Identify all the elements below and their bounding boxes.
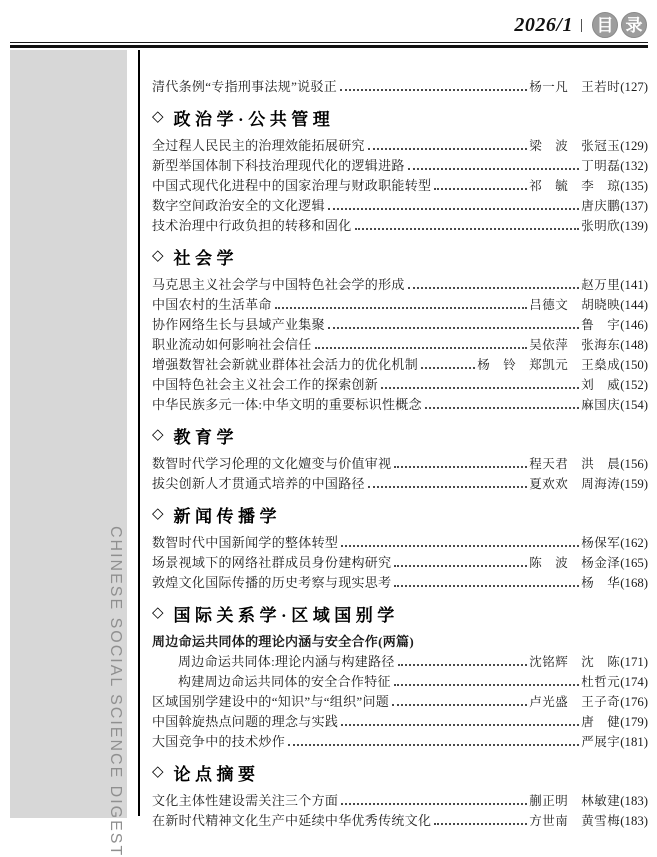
toc-entry[interactable]	[152, 671, 648, 691]
dotted-leader	[394, 565, 527, 567]
diamond-icon: ◇	[152, 605, 164, 621]
section-title: 论点摘要	[173, 765, 260, 784]
toc-section	[152, 423, 648, 493]
entry-page-number: (171)	[620, 655, 648, 669]
entry-title: 数字空间政治安全的文化逻辑	[152, 198, 325, 213]
entry-title: 中华民族多元一体:中华文明的重要标识性概念	[152, 397, 422, 412]
header-rule-thin	[10, 42, 648, 43]
entry-authors: 唐庆鹏	[581, 199, 621, 213]
entry-page-number: (159)	[620, 477, 648, 491]
entry-authors: 夏欢欢 周海涛	[529, 477, 621, 491]
toc-entry[interactable]	[152, 374, 648, 394]
entry-page-number: (179)	[620, 715, 648, 729]
section-title: 国际关系学·区域国别学	[173, 606, 399, 625]
entry-authors: 刘 威	[581, 378, 621, 392]
diamond-icon: ◇	[152, 109, 164, 125]
section-entries	[152, 453, 648, 493]
entry-authors: 吴依萍 张海东	[529, 338, 621, 352]
entry-authors: 赵万里	[581, 278, 621, 292]
toc-group-heading[interactable]	[152, 631, 648, 651]
dotted-leader	[328, 208, 579, 210]
entry-title: 区域国别学建设中的“知识”与“组织”问题	[152, 694, 390, 709]
entry-title: 技术治理中行政负担的转移和固化	[152, 218, 352, 233]
dotted-leader	[315, 347, 528, 349]
toc-entry[interactable]	[152, 810, 648, 830]
entry-page-number: (152)	[620, 378, 648, 392]
entry-authors: 杨一凡 王若时	[529, 80, 621, 94]
section-title: 教育学	[173, 428, 239, 447]
entry-title: 拔尖创新人才贯通式培养的中国路径	[152, 476, 365, 491]
toc-section	[152, 502, 648, 592]
dotted-leader	[355, 228, 580, 230]
toc-entry[interactable]	[152, 711, 648, 731]
section-entries	[152, 631, 648, 751]
dotted-leader	[408, 287, 580, 289]
toc-section	[152, 105, 648, 235]
dotted-leader	[328, 327, 579, 329]
header-rule-thick	[10, 45, 648, 48]
entry-page-number: (132)	[620, 159, 648, 173]
entry-title: 大国竞争中的技术炒作	[152, 734, 286, 749]
entry-title: 全过程人民民主的治理效能拓展研究	[152, 138, 365, 153]
entry-authors: 祁 毓 李 琼	[529, 179, 621, 193]
diamond-icon: ◇	[152, 427, 164, 443]
toc-entry[interactable]	[152, 731, 648, 751]
section-title: 政治学·公共管理	[173, 110, 335, 129]
dotted-leader	[288, 744, 579, 746]
dotted-leader	[434, 188, 527, 190]
section-heading	[152, 244, 648, 269]
section-heading	[152, 601, 648, 626]
entry-page-number: (150)	[620, 358, 648, 372]
entry-authors: 吕德文 胡晓映	[529, 298, 621, 312]
dotted-leader	[394, 466, 527, 468]
dotted-leader	[425, 407, 579, 409]
section-heading	[152, 502, 648, 527]
journal-spine	[10, 50, 127, 857]
toc-entry[interactable]	[152, 572, 648, 592]
contents-badge-icon-2: 录	[621, 12, 647, 38]
entry-page-number: (154)	[620, 398, 648, 412]
toc-entry[interactable]	[152, 394, 648, 414]
diamond-icon: ◇	[152, 764, 164, 780]
entry-authors: 蒯正明 林敏建	[529, 794, 621, 808]
toc-entry[interactable]	[152, 135, 648, 155]
toc-entry[interactable]	[152, 195, 648, 215]
toc-section	[152, 760, 648, 830]
toc-entry[interactable]	[152, 354, 648, 374]
entry-authors: 沈铭辉 沈 陈	[529, 655, 621, 669]
entry-title: 中国式现代化进程中的国家治理与财政职能转型	[152, 178, 432, 193]
dotted-leader	[392, 704, 527, 706]
entry-authors: 张明欣	[581, 219, 621, 233]
dotted-leader	[434, 823, 527, 825]
entry-title: 清代条例“专指刑事法规”说驳正	[152, 79, 338, 94]
entry-title: 新型举国体制下科技治理现代化的逻辑进路	[152, 158, 405, 173]
entry-title: 增强数智社会新就业群体社会活力的优化机制	[152, 357, 419, 372]
toc-entry[interactable]	[152, 314, 648, 334]
section-title: 社会学	[173, 249, 239, 268]
entry-title: 数智时代学习伦理的文化嬗变与价值审视	[152, 456, 392, 471]
entry-page-number: (183)	[620, 794, 648, 808]
dotted-leader	[341, 545, 579, 547]
entry-title: 周边命运共同体:理论内涵与构建路径	[178, 654, 395, 669]
dotted-leader	[341, 803, 527, 805]
toc-section	[152, 244, 648, 414]
entry-title: 数智时代中国新闻学的整体转型	[152, 535, 339, 550]
entry-page-number: (137)	[620, 199, 648, 213]
entry-title: 敦煌文化国际传播的历史考察与现实思考	[152, 575, 392, 590]
toc-entry[interactable]	[152, 473, 648, 493]
section-heading	[152, 105, 648, 130]
entry-authors: 鲁 宇	[581, 318, 621, 332]
section-heading	[152, 423, 648, 448]
entry-authors: 杨 华	[581, 576, 621, 590]
entry-title: 马克思主义社会学与中国特色社会学的形成	[152, 277, 405, 292]
toc-entry[interactable]	[152, 453, 648, 473]
toc-entry[interactable]	[152, 155, 648, 175]
entry-authors: 唐 健	[581, 715, 621, 729]
toc-entry[interactable]	[152, 691, 648, 711]
section-heading	[152, 760, 648, 785]
entry-title: 职业流动如何影响社会信任	[152, 337, 312, 352]
entry-page-number: (127)	[620, 80, 648, 94]
entry-authors: 杨 铃 郑凯元 王燊成	[477, 358, 621, 372]
issue-label: 2026/1	[514, 13, 573, 36]
entry-page-number: (165)	[620, 556, 648, 570]
dotted-leader	[421, 367, 475, 369]
dotted-leader	[398, 664, 528, 666]
entry-page-number: (141)	[620, 278, 648, 292]
dotted-leader	[394, 684, 579, 686]
entry-page-number: (162)	[620, 536, 648, 550]
entry-title: 构建周边命运共同体的安全合作特征	[178, 674, 391, 689]
entry-authors: 麻国庆	[581, 398, 621, 412]
entry-authors: 杜哲元	[581, 675, 621, 689]
entry-authors: 梁 波 张冠玉	[529, 139, 621, 153]
dotted-leader	[340, 89, 527, 91]
section-entries	[152, 790, 648, 830]
entry-title: 场景视域下的网络社群成员身份建构研究	[152, 555, 392, 570]
entry-authors: 程天君 洪 晨	[529, 457, 621, 471]
entry-title: 中国斡旋热点问题的理念与实践	[152, 714, 339, 729]
entry-page-number: (146)	[620, 318, 648, 332]
entry-page-number: (144)	[620, 298, 648, 312]
entry-title: 协作网络生长与县域产业集聚	[152, 317, 325, 332]
toc-content	[152, 76, 648, 830]
toc-entry[interactable]	[152, 532, 648, 552]
entry-page-number: (129)	[620, 139, 648, 153]
dotted-leader	[408, 168, 580, 170]
entry-title: 中国农村的生活革命	[152, 297, 272, 312]
toc-entry[interactable]	[152, 651, 648, 671]
entry-page-number: (148)	[620, 338, 648, 352]
diamond-icon: ◇	[152, 506, 164, 522]
dotted-leader	[381, 387, 579, 389]
toc-entry[interactable]	[152, 175, 648, 195]
journal-name-english: CHINESE SOCIAL SCIENCE DIGEST	[107, 526, 124, 857]
vertical-divider	[138, 50, 140, 816]
toc-entry[interactable]	[152, 274, 648, 294]
entry-page-number: (174)	[620, 675, 648, 689]
section-entries	[152, 135, 648, 235]
dotted-leader	[275, 307, 528, 309]
toc-entry[interactable]	[152, 790, 648, 810]
entry-title: 在新时代精神文化生产中延续中华优秀传统文化	[152, 813, 432, 828]
masthead	[514, 12, 647, 38]
entry-authors: 卢光盛 王子奇	[529, 695, 621, 709]
issue-separator: |	[579, 16, 583, 33]
entry-page-number: (156)	[620, 457, 648, 471]
entry-page-number: (139)	[620, 219, 648, 233]
section-entries	[152, 274, 648, 414]
section-entries	[152, 532, 648, 592]
dotted-leader	[394, 585, 579, 587]
entry-page-number: (176)	[620, 695, 648, 709]
entry-authors: 方世南 黄雪梅	[529, 814, 621, 828]
toc-entry[interactable]	[152, 294, 648, 314]
entry-authors: 杨保军	[581, 536, 621, 550]
contents-badge-icon-1: 目	[592, 12, 618, 38]
dotted-leader	[341, 724, 579, 726]
dotted-leader	[368, 148, 527, 150]
toc-entry[interactable]	[152, 552, 648, 572]
entry-authors: 陈 波 杨金泽	[529, 556, 621, 570]
entry-page-number: (183)	[620, 814, 648, 828]
section-title: 新闻传播学	[173, 507, 282, 526]
entry-page-number: (135)	[620, 179, 648, 193]
entry-title: 中国特色社会主义社会工作的探索创新	[152, 377, 379, 392]
entry-authors: 丁明磊	[581, 159, 621, 173]
diamond-icon: ◇	[152, 248, 164, 264]
toc-entry[interactable]	[152, 215, 648, 235]
entry-authors: 严展宇	[581, 735, 621, 749]
entry-title: 周边命运共同体的理论内涵与安全合作(两篇)	[152, 634, 414, 649]
entry-title: 文化主体性建设需关注三个方面	[152, 793, 339, 808]
toc-entry[interactable]	[152, 334, 648, 354]
entry-page-number: (168)	[620, 576, 648, 590]
entry-page-number: (181)	[620, 735, 648, 749]
toc-section	[152, 601, 648, 751]
toc-entry[interactable]	[152, 76, 648, 96]
dotted-leader	[368, 486, 527, 488]
